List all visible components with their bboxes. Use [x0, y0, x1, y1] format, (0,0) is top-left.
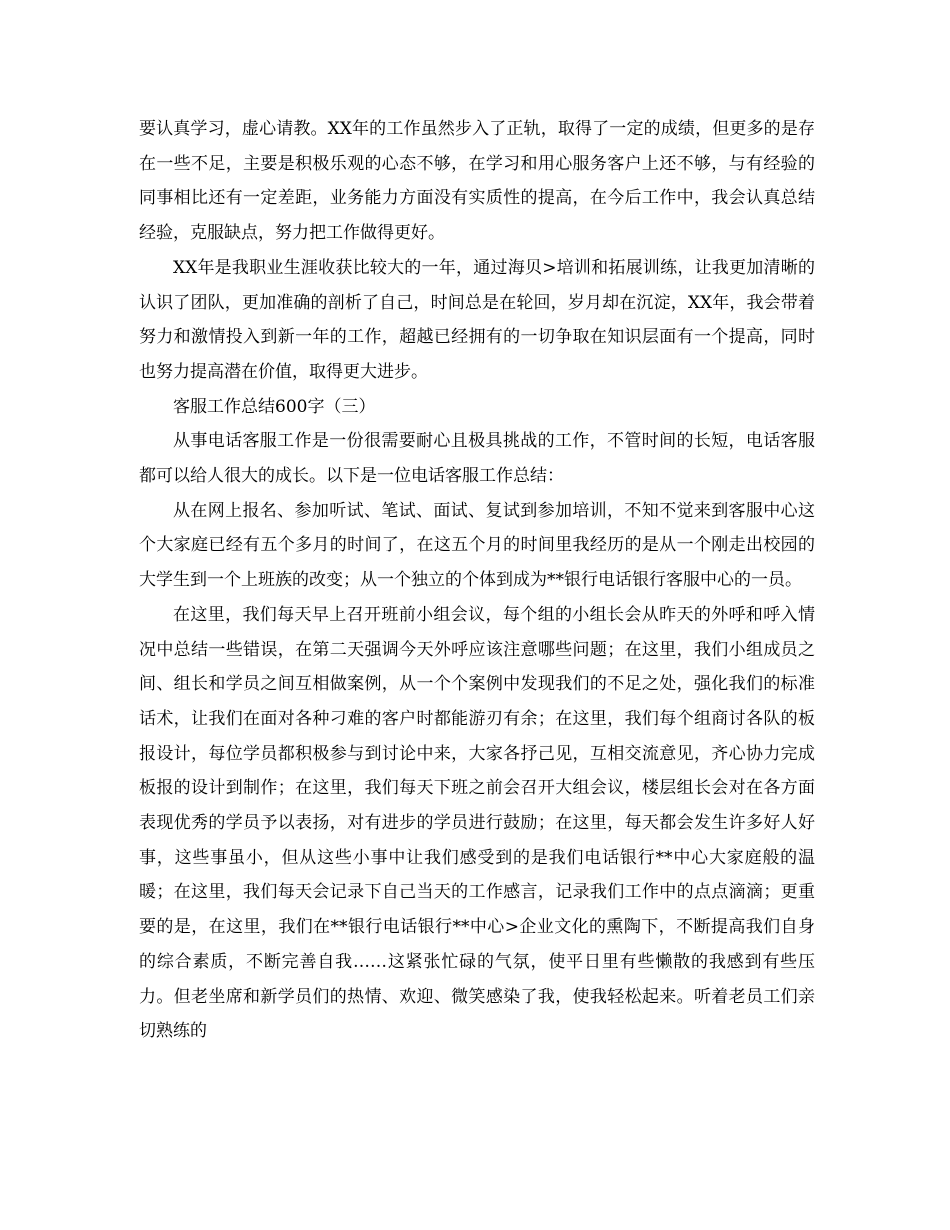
paragraph-continuation: 要认真学习，虚心请教。XX年的工作虽然步入了正轨，取得了一定的成绩，但更多的是存在一些不足，主要是积极乐观的心态不够，在学习和用心服务客户上还不够，与有经验的同事相比还有一定差距，业务能力方面没有实质性的提高，在今后工作中，我会认真总结经验，克服缺点，努力把工作做得更好。	[139, 119, 815, 244]
paragraph-onboarding: 从在网上报名、参加听试、笔试、面试、复试到参加培训，不知不觉来到客服中心这个大家庭已经有五个多月的时间了，在这五个月的时间里我经历的是从一个刚走出校园的大学生到一个上班族的改变；从一个独立的个体到成为**银行电话银行客服中心的一员。	[139, 500, 815, 591]
paragraph-intro: 从事电话客服工作是一份很需要耐心且极具挑战的工作，不管时间的长短，电话客服都可以给人很大的成长。以下是一位电话客服工作总结：	[139, 431, 815, 487]
document-body	[139, 112, 815, 1049]
section-heading: 客服工作总结600字（三）	[173, 396, 376, 417]
paragraph-career-year: XX年是我职业生涯收获比较大的一年，通过海贝>培训和拓展训练，让我更加清晰的认识了团队，更加准确的剖析了自己，时间总是在轮回，岁月却在沉淀，XX年，我会带着努力和激情投入到新一年的工作，超越已经拥有的一切争取在知识层面有一个提高，同时也努力提高潜在价值，取得更大进步。	[139, 257, 815, 382]
paragraph-daily-life: 在这里，我们每天早上召开班前小组会议，每个组的小组长会从昨天的外呼和呼入情况中总结一些错误，在第二天强调今天外呼应该注意哪些问题；在这里，我们小组成员之间、组长和学员之间互相做案例，从一个个案例中发现我们的不足之处，强化我们的标准话术，让我们在面对各种刁难的客户时都能游刃有余；在这里，我们每个组商讨各队的板报设计，每位学员都积极参与到讨论中来，大家各抒己见，互相交流意见，齐心协力完成板报的设计到制作；在这里，我们每天下班之前会召开大组会议，楼层组长会对在各方面表现优秀的学员予以表扬，对有进步的学员进行鼓励；在这里，每天都会发生许多好人好事，这些事虽小，但从这些小事中让我们感受到的是我们电话银行**中心大家庭般的温暖；在这里，我们每天会记录下自己当天的工作感言，记录我们工作中的点点滴滴；更重要的是，在这里，我们在**银行电话银行**中心>企业文化的熏陶下，不断提高我们自身的综合素质，不断完善自我……这紧张忙碌的气氛，使平日里有些懒散的我感到有些压力。但老坐席和新学员们的热情、欢迎、微笑感染了我，使我轻松起来。听着老员工们亲切熟练的	[139, 604, 815, 1042]
